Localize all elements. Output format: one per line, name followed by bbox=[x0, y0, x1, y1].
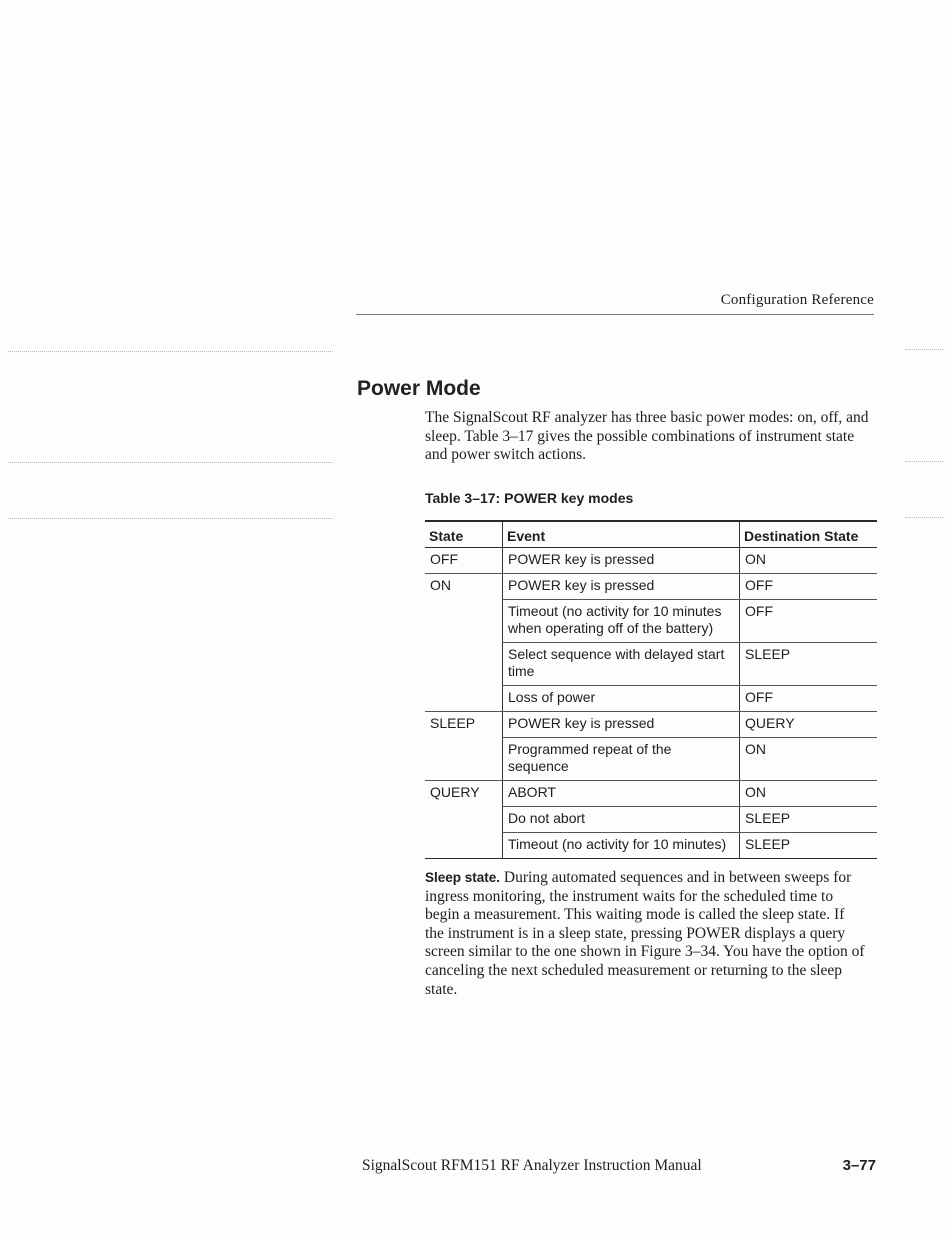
table-row bbox=[425, 712, 877, 738]
state-cell: SLEEP bbox=[430, 715, 476, 731]
state-cell: QUERY bbox=[430, 784, 480, 800]
margin-dotted-line bbox=[8, 351, 333, 352]
destination-cell: SLEEP bbox=[740, 643, 878, 686]
table-row bbox=[425, 600, 877, 643]
header-rule bbox=[356, 314, 874, 315]
destination-cell: QUERY bbox=[740, 712, 878, 738]
destination-cell: OFF bbox=[740, 686, 878, 712]
destination-cell: OFF bbox=[740, 600, 878, 643]
margin-dotted-line bbox=[905, 349, 943, 350]
sleep-state-paragraph bbox=[425, 869, 865, 999]
event-cell: Do not abort bbox=[503, 807, 740, 833]
state-cell bbox=[425, 807, 503, 833]
event-cell: Programmed repeat of the sequence bbox=[503, 738, 740, 781]
header-state: State bbox=[425, 521, 503, 548]
sleep-state-label: Sleep state. bbox=[425, 870, 501, 885]
destination-cell: SLEEP bbox=[740, 833, 878, 859]
table-row bbox=[425, 807, 877, 833]
event-cell: Select sequence with delayed start time bbox=[503, 643, 740, 686]
table-row bbox=[425, 833, 877, 859]
state-cell bbox=[425, 686, 503, 712]
destination-cell: ON bbox=[740, 548, 878, 574]
state-cell bbox=[425, 738, 503, 781]
destination-cell: ON bbox=[740, 738, 878, 781]
table-caption: Table 3–17: POWER key modes bbox=[425, 490, 634, 506]
margin-dotted-line bbox=[8, 462, 333, 463]
event-cell: POWER key is pressed bbox=[503, 712, 740, 738]
table-row bbox=[425, 686, 877, 712]
margin-dotted-line bbox=[905, 517, 943, 518]
event-cell: ABORT bbox=[503, 781, 740, 807]
state-cell: OFF bbox=[425, 548, 503, 574]
state-cell bbox=[425, 600, 503, 643]
event-cell: Loss of power bbox=[503, 686, 740, 712]
state-cell bbox=[425, 833, 503, 859]
table-header-row bbox=[425, 521, 877, 548]
section-title: Power Mode bbox=[357, 377, 481, 400]
event-cell: POWER key is pressed bbox=[503, 574, 740, 600]
destination-cell: ON bbox=[740, 781, 878, 807]
header-event: Event bbox=[503, 521, 740, 548]
table-row bbox=[425, 738, 877, 781]
table-row bbox=[425, 548, 877, 574]
event-cell: POWER key is pressed bbox=[503, 548, 740, 574]
running-header: Configuration Reference bbox=[720, 292, 874, 308]
destination-cell: SLEEP bbox=[740, 807, 878, 833]
table-row bbox=[425, 643, 877, 686]
page-number: 3–77 bbox=[842, 1157, 876, 1174]
state-cell bbox=[425, 643, 503, 686]
margin-dotted-line bbox=[8, 518, 333, 519]
destination-cell: OFF bbox=[740, 574, 878, 600]
header-destination-state: Destination State bbox=[740, 521, 878, 548]
footer-manual-title: SignalScout RFM151 RF Analyzer Instruction Manual bbox=[362, 1157, 702, 1174]
table-row bbox=[425, 781, 877, 807]
event-cell: Timeout (no activity for 10 minutes) bbox=[503, 833, 740, 859]
intro-paragraph: The SignalScout RF analyzer has three basic power modes: on, off, and sleep. Table 3–17 gives the possible combinations of instrument state and power switch actions. bbox=[425, 409, 869, 464]
event-cell: Timeout (no activity for 10 minutes when operating off of the battery) bbox=[503, 600, 740, 643]
table-row bbox=[425, 574, 877, 600]
state-cell: ON bbox=[430, 577, 451, 593]
power-key-modes-table bbox=[425, 520, 877, 859]
sleep-state-text: During automated sequences and in between sweeps for ingress monitoring, the instrument waits for the scheduled time to begin a measurement. This waiting mode is called the sleep state. If the instrument is in a sleep state, pressing POWER displays a query screen similar to the one shown in Figure 3–34. You have the option of canceling the next scheduled measurement or returning to the sleep state. bbox=[425, 869, 865, 998]
margin-dotted-line bbox=[905, 461, 943, 462]
